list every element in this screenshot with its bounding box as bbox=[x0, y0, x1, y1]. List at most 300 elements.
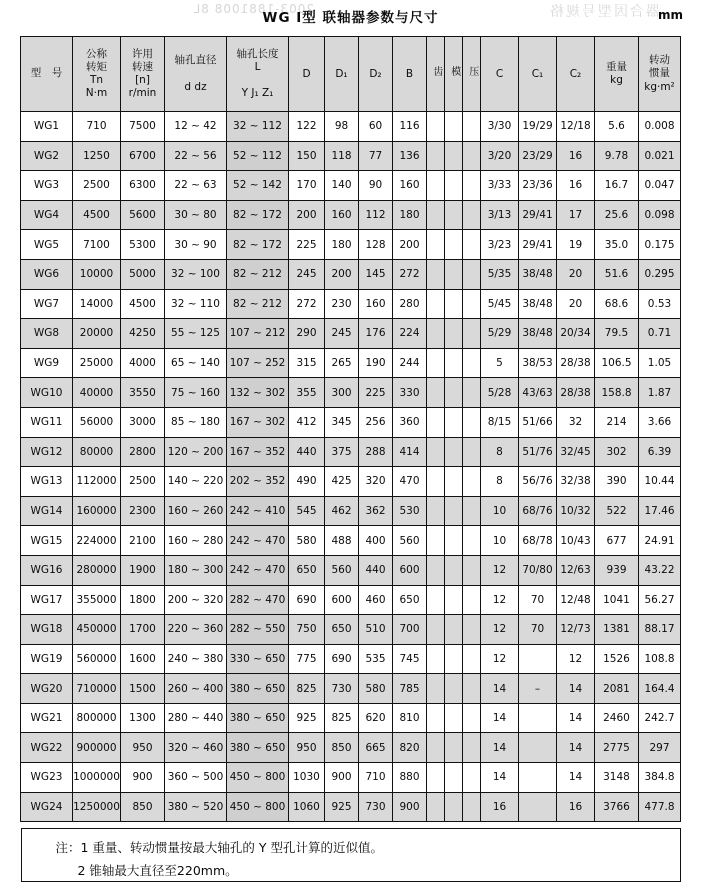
header-B: B bbox=[393, 37, 427, 112]
cell-blank: 2500 bbox=[73, 171, 121, 201]
cell-blank bbox=[445, 496, 463, 526]
header-bore-length: 轴孔长度 L Y J₁ Z₁ bbox=[227, 37, 289, 112]
cell-blank: 355000 bbox=[73, 585, 121, 615]
cell-D1: 425 bbox=[325, 467, 359, 497]
cell-weight: 522 bbox=[595, 496, 639, 526]
cell-blank bbox=[445, 703, 463, 733]
cell-D1: 118 bbox=[325, 141, 359, 171]
cell-B: 900 bbox=[393, 792, 427, 822]
cell-blank bbox=[445, 348, 463, 378]
cell-blank bbox=[427, 230, 445, 260]
cell-D1: 375 bbox=[325, 437, 359, 467]
cell-speed: 1500 bbox=[121, 674, 165, 704]
cell-blank bbox=[445, 112, 463, 142]
cell-D2: 460 bbox=[359, 585, 393, 615]
cell-bore-length: 167 ~ 352 bbox=[227, 437, 289, 467]
cell-C1: 51/66 bbox=[519, 407, 557, 437]
cell-bore-length: 202 ~ 352 bbox=[227, 467, 289, 497]
cell-B: 414 bbox=[393, 437, 427, 467]
cell-inertia: 242.7 bbox=[639, 703, 681, 733]
cell-blank: 280000 bbox=[73, 555, 121, 585]
cell-blank: 224000 bbox=[73, 526, 121, 556]
cell-D2: 225 bbox=[359, 378, 393, 408]
cell-C: 14 bbox=[481, 703, 519, 733]
cell-B: 116 bbox=[393, 112, 427, 142]
table-header bbox=[21, 37, 681, 112]
cell-C2: 16 bbox=[557, 171, 595, 201]
cell-inertia: 0.021 bbox=[639, 141, 681, 171]
cell-D2: 730 bbox=[359, 792, 393, 822]
ghost-bleed-text-left: 2003-1881008 8L bbox=[192, 2, 314, 16]
cell-C: 14 bbox=[481, 733, 519, 763]
cell-blank bbox=[445, 319, 463, 349]
cell-C2: 10/43 bbox=[557, 526, 595, 556]
ghost-bleed-text-center: 器合因型号规格 bbox=[548, 4, 660, 20]
table-row bbox=[21, 141, 681, 171]
cell-D2: 362 bbox=[359, 496, 393, 526]
cell-C2: 32/38 bbox=[557, 467, 595, 497]
cell-model: WG23 bbox=[21, 763, 73, 793]
cell-bore_dia: 55 ~ 125 bbox=[165, 319, 227, 349]
cell-model: WG5 bbox=[21, 230, 73, 260]
cell-B: 280 bbox=[393, 289, 427, 319]
cell-bore_dia: 22 ~ 56 bbox=[165, 141, 227, 171]
cell-speed: 5600 bbox=[121, 200, 165, 230]
cell-weight: 158.8 bbox=[595, 378, 639, 408]
cell-D: 825 bbox=[289, 674, 325, 704]
cell-bore-length: 32 ~ 112 bbox=[227, 112, 289, 142]
cell-D: 122 bbox=[289, 112, 325, 142]
cell-model: WG11 bbox=[21, 407, 73, 437]
table-row bbox=[21, 289, 681, 319]
cell-weight: 106.5 bbox=[595, 348, 639, 378]
cell-model: WG6 bbox=[21, 259, 73, 289]
cell-blank: 900000 bbox=[73, 733, 121, 763]
unit-label: mm bbox=[657, 8, 683, 22]
cell-C2: 17 bbox=[557, 200, 595, 230]
cell-D: 412 bbox=[289, 407, 325, 437]
cell-D2: 77 bbox=[359, 141, 393, 171]
cell-speed: 5300 bbox=[121, 230, 165, 260]
cell-blank: 40000 bbox=[73, 378, 121, 408]
notes-block bbox=[21, 828, 681, 882]
cell-blank: 450000 bbox=[73, 615, 121, 645]
table-row bbox=[21, 200, 681, 230]
cell-bore_dia: 360 ~ 500 bbox=[165, 763, 227, 793]
cell-blank: 10000 bbox=[73, 259, 121, 289]
cell-blank bbox=[427, 733, 445, 763]
cell-C2: 14 bbox=[557, 763, 595, 793]
cell-weight: 2775 bbox=[595, 733, 639, 763]
cell-C: 8/15 bbox=[481, 407, 519, 437]
cell-C: 14 bbox=[481, 763, 519, 793]
cell-weight: 35.0 bbox=[595, 230, 639, 260]
cell-B: 600 bbox=[393, 555, 427, 585]
table-row bbox=[21, 348, 681, 378]
cell-model: WG24 bbox=[21, 792, 73, 822]
cell-D: 490 bbox=[289, 467, 325, 497]
cell-C1 bbox=[519, 733, 557, 763]
cell-weight: 939 bbox=[595, 555, 639, 585]
cell-weight: 5.6 bbox=[595, 112, 639, 142]
cell-weight: 9.78 bbox=[595, 141, 639, 171]
cell-speed: 4000 bbox=[121, 348, 165, 378]
cell-weight: 677 bbox=[595, 526, 639, 556]
cell-C1 bbox=[519, 763, 557, 793]
cell-D1: 265 bbox=[325, 348, 359, 378]
cell-bore-length: 52 ~ 112 bbox=[227, 141, 289, 171]
cell-blank bbox=[463, 230, 481, 260]
cell-C: 5/35 bbox=[481, 259, 519, 289]
cell-D1: 180 bbox=[325, 230, 359, 260]
table-row bbox=[21, 437, 681, 467]
cell-blank bbox=[445, 378, 463, 408]
cell-inertia: 3.66 bbox=[639, 407, 681, 437]
cell-D: 950 bbox=[289, 733, 325, 763]
cell-blank: 25000 bbox=[73, 348, 121, 378]
cell-speed: 900 bbox=[121, 763, 165, 793]
cell-weight: 2081 bbox=[595, 674, 639, 704]
cell-blank bbox=[427, 141, 445, 171]
cell-model: WG10 bbox=[21, 378, 73, 408]
cell-speed: 3550 bbox=[121, 378, 165, 408]
cell-C1: 23/36 bbox=[519, 171, 557, 201]
cell-model: WG13 bbox=[21, 467, 73, 497]
cell-D2: 128 bbox=[359, 230, 393, 260]
cell-C2: 32/45 bbox=[557, 437, 595, 467]
cell-inertia: 17.46 bbox=[639, 496, 681, 526]
table-body bbox=[21, 112, 681, 822]
cell-blank bbox=[463, 792, 481, 822]
cell-B: 560 bbox=[393, 526, 427, 556]
cell-blank bbox=[463, 437, 481, 467]
cell-D1: 200 bbox=[325, 259, 359, 289]
cell-blank bbox=[427, 496, 445, 526]
cell-B: 136 bbox=[393, 141, 427, 171]
cell-blank: 20000 bbox=[73, 319, 121, 349]
cell-C: 5 bbox=[481, 348, 519, 378]
cell-bore_dia: 12 ~ 42 bbox=[165, 112, 227, 142]
cell-inertia: 477.8 bbox=[639, 792, 681, 822]
cell-speed: 1900 bbox=[121, 555, 165, 585]
cell-C2: 16 bbox=[557, 141, 595, 171]
cell-inertia: 108.8 bbox=[639, 644, 681, 674]
cell-B: 745 bbox=[393, 644, 427, 674]
cell-blank: 14000 bbox=[73, 289, 121, 319]
cell-C1: 38/53 bbox=[519, 348, 557, 378]
cell-D: 925 bbox=[289, 703, 325, 733]
cell-blank: 7100 bbox=[73, 230, 121, 260]
cell-D2: 160 bbox=[359, 289, 393, 319]
cell-model: WG9 bbox=[21, 348, 73, 378]
cell-bore-length: 380 ~ 650 bbox=[227, 703, 289, 733]
cell-blank: 1250000 bbox=[73, 792, 121, 822]
cell-C: 12 bbox=[481, 615, 519, 645]
cell-blank bbox=[427, 792, 445, 822]
cell-weight: 2460 bbox=[595, 703, 639, 733]
cell-weight: 1526 bbox=[595, 644, 639, 674]
cell-blank bbox=[463, 703, 481, 733]
header-bore-diameter: 轴孔直径 d dz bbox=[165, 37, 227, 112]
cell-speed: 850 bbox=[121, 792, 165, 822]
cell-model: WG16 bbox=[21, 555, 73, 585]
cell-D: 1060 bbox=[289, 792, 325, 822]
cell-B: 160 bbox=[393, 171, 427, 201]
cell-C: 3/33 bbox=[481, 171, 519, 201]
cell-speed: 2800 bbox=[121, 437, 165, 467]
cell-D1: 925 bbox=[325, 792, 359, 822]
cell-blank bbox=[445, 526, 463, 556]
cell-blank bbox=[427, 348, 445, 378]
cell-blank bbox=[463, 378, 481, 408]
cell-blank: 800000 bbox=[73, 703, 121, 733]
cell-model: WG17 bbox=[21, 585, 73, 615]
cell-C: 12 bbox=[481, 644, 519, 674]
cell-bore-length: 52 ~ 142 bbox=[227, 171, 289, 201]
cell-C: 8 bbox=[481, 467, 519, 497]
header-D1: D₁ bbox=[325, 37, 359, 112]
cell-D2: 440 bbox=[359, 555, 393, 585]
cell-speed: 1300 bbox=[121, 703, 165, 733]
cell-weight: 302 bbox=[595, 437, 639, 467]
cell-D: 200 bbox=[289, 200, 325, 230]
cell-blank bbox=[445, 585, 463, 615]
cell-blank bbox=[445, 141, 463, 171]
cell-B: 360 bbox=[393, 407, 427, 437]
header-model: 型 号 bbox=[21, 37, 73, 112]
header-inertia: 转动 惯量 kg·m² bbox=[639, 37, 681, 112]
cell-bore_dia: 160 ~ 280 bbox=[165, 526, 227, 556]
cell-weight: 390 bbox=[595, 467, 639, 497]
table-row bbox=[21, 763, 681, 793]
cell-D1: 690 bbox=[325, 644, 359, 674]
cell-bore_dia: 180 ~ 300 bbox=[165, 555, 227, 585]
cell-D2: 176 bbox=[359, 319, 393, 349]
cell-speed: 1700 bbox=[121, 615, 165, 645]
cell-blank bbox=[463, 763, 481, 793]
cell-blank bbox=[463, 289, 481, 319]
cell-blank bbox=[445, 763, 463, 793]
cell-inertia: 0.008 bbox=[639, 112, 681, 142]
cell-bore_dia: 65 ~ 140 bbox=[165, 348, 227, 378]
cell-blank bbox=[463, 555, 481, 585]
cell-D: 315 bbox=[289, 348, 325, 378]
cell-weight: 3766 bbox=[595, 792, 639, 822]
cell-weight: 1381 bbox=[595, 615, 639, 645]
cell-C: 5/45 bbox=[481, 289, 519, 319]
cell-bore-length: 107 ~ 252 bbox=[227, 348, 289, 378]
cell-C: 5/29 bbox=[481, 319, 519, 349]
cell-C2: 14 bbox=[557, 674, 595, 704]
cell-bore_dia: 200 ~ 320 bbox=[165, 585, 227, 615]
cell-bore-length: 282 ~ 550 bbox=[227, 615, 289, 645]
cell-blank bbox=[445, 407, 463, 437]
cell-blank bbox=[463, 112, 481, 142]
cell-D2: 620 bbox=[359, 703, 393, 733]
cell-D1: 462 bbox=[325, 496, 359, 526]
cell-blank bbox=[427, 615, 445, 645]
cell-model: WG1 bbox=[21, 112, 73, 142]
page-title: WG Ⅰ型 联轴器参数与尺寸 bbox=[262, 10, 439, 26]
cell-D2: 256 bbox=[359, 407, 393, 437]
cell-model: WG22 bbox=[21, 733, 73, 763]
cell-C: 16 bbox=[481, 792, 519, 822]
cell-blank bbox=[445, 230, 463, 260]
cell-D: 150 bbox=[289, 141, 325, 171]
header-C: C bbox=[481, 37, 519, 112]
header-module: 模 bbox=[445, 37, 463, 112]
cell-C: 14 bbox=[481, 674, 519, 704]
cell-blank bbox=[463, 733, 481, 763]
cell-bore-length: 242 ~ 470 bbox=[227, 555, 289, 585]
cell-blank bbox=[445, 467, 463, 497]
note-line-1: 注：1 重量、转动惯量按最大轴孔的 Y 型孔计算的近似值。 bbox=[55, 840, 384, 856]
cell-bore_dia: 75 ~ 160 bbox=[165, 378, 227, 408]
cell-model: WG7 bbox=[21, 289, 73, 319]
cell-blank bbox=[463, 348, 481, 378]
cell-blank bbox=[427, 200, 445, 230]
cell-bore-length: 380 ~ 650 bbox=[227, 733, 289, 763]
cell-C2: 28/38 bbox=[557, 378, 595, 408]
coupling-parameters-table bbox=[20, 36, 681, 822]
cell-D1: 230 bbox=[325, 289, 359, 319]
cell-inertia: 384.8 bbox=[639, 763, 681, 793]
cell-blank bbox=[445, 171, 463, 201]
cell-speed: 1600 bbox=[121, 644, 165, 674]
cell-bore_dia: 160 ~ 260 bbox=[165, 496, 227, 526]
cell-speed: 4250 bbox=[121, 319, 165, 349]
cell-blank bbox=[463, 526, 481, 556]
table-row bbox=[21, 230, 681, 260]
cell-D1: 488 bbox=[325, 526, 359, 556]
cell-bore_dia: 22 ~ 63 bbox=[165, 171, 227, 201]
cell-B: 180 bbox=[393, 200, 427, 230]
cell-D2: 90 bbox=[359, 171, 393, 201]
header-D2: D₂ bbox=[359, 37, 393, 112]
cell-speed: 6700 bbox=[121, 141, 165, 171]
cell-bore_dia: 320 ~ 460 bbox=[165, 733, 227, 763]
cell-D: 272 bbox=[289, 289, 325, 319]
cell-C: 12 bbox=[481, 585, 519, 615]
cell-D2: 665 bbox=[359, 733, 393, 763]
cell-D1: 900 bbox=[325, 763, 359, 793]
cell-B: 244 bbox=[393, 348, 427, 378]
cell-weight: 16.7 bbox=[595, 171, 639, 201]
cell-inertia: 6.39 bbox=[639, 437, 681, 467]
cell-blank bbox=[445, 437, 463, 467]
cell-D: 170 bbox=[289, 171, 325, 201]
cell-C1: – bbox=[519, 674, 557, 704]
cell-blank bbox=[463, 319, 481, 349]
cell-speed: 2500 bbox=[121, 467, 165, 497]
table-row bbox=[21, 555, 681, 585]
cell-inertia: 1.05 bbox=[639, 348, 681, 378]
cell-weight: 79.5 bbox=[595, 319, 639, 349]
cell-B: 272 bbox=[393, 259, 427, 289]
cell-blank: 4500 bbox=[73, 200, 121, 230]
cell-C1: 23/29 bbox=[519, 141, 557, 171]
cell-C2: 20 bbox=[557, 259, 595, 289]
cell-model: WG15 bbox=[21, 526, 73, 556]
cell-C: 5/28 bbox=[481, 378, 519, 408]
cell-bore_dia: 30 ~ 80 bbox=[165, 200, 227, 230]
cell-weight: 68.6 bbox=[595, 289, 639, 319]
cell-C1: 68/76 bbox=[519, 496, 557, 526]
cell-blank: 56000 bbox=[73, 407, 121, 437]
cell-blank bbox=[427, 703, 445, 733]
cell-D1: 650 bbox=[325, 615, 359, 645]
cell-C: 3/20 bbox=[481, 141, 519, 171]
table-row bbox=[21, 526, 681, 556]
cell-blank: 112000 bbox=[73, 467, 121, 497]
cell-D: 580 bbox=[289, 526, 325, 556]
cell-blank bbox=[463, 200, 481, 230]
cell-B: 880 bbox=[393, 763, 427, 793]
cell-model: WG12 bbox=[21, 437, 73, 467]
title-row bbox=[0, 0, 701, 30]
cell-blank bbox=[427, 585, 445, 615]
cell-D: 290 bbox=[289, 319, 325, 349]
table-row bbox=[21, 703, 681, 733]
cell-model: WG19 bbox=[21, 644, 73, 674]
cell-D1: 850 bbox=[325, 733, 359, 763]
cell-C2: 16 bbox=[557, 792, 595, 822]
cell-C1: 56/76 bbox=[519, 467, 557, 497]
cell-D2: 145 bbox=[359, 259, 393, 289]
cell-speed: 2100 bbox=[121, 526, 165, 556]
cell-D: 355 bbox=[289, 378, 325, 408]
cell-blank bbox=[445, 644, 463, 674]
cell-blank bbox=[463, 644, 481, 674]
cell-C1: 38/48 bbox=[519, 289, 557, 319]
cell-bore_dia: 30 ~ 90 bbox=[165, 230, 227, 260]
cell-bore_dia: 120 ~ 200 bbox=[165, 437, 227, 467]
cell-bore-length: 82 ~ 172 bbox=[227, 230, 289, 260]
cell-bore_dia: 32 ~ 110 bbox=[165, 289, 227, 319]
cell-B: 650 bbox=[393, 585, 427, 615]
cell-speed: 2300 bbox=[121, 496, 165, 526]
cell-bore-length: 242 ~ 470 bbox=[227, 526, 289, 556]
cell-model: WG2 bbox=[21, 141, 73, 171]
cell-inertia: 0.098 bbox=[639, 200, 681, 230]
cell-D2: 320 bbox=[359, 467, 393, 497]
cell-bore_dia: 140 ~ 220 bbox=[165, 467, 227, 497]
cell-D1: 98 bbox=[325, 112, 359, 142]
table-row bbox=[21, 496, 681, 526]
cell-inertia: 43.22 bbox=[639, 555, 681, 585]
cell-blank bbox=[427, 526, 445, 556]
cell-C2: 10/32 bbox=[557, 496, 595, 526]
cell-model: WG3 bbox=[21, 171, 73, 201]
table-row bbox=[21, 467, 681, 497]
cell-C1: 19/29 bbox=[519, 112, 557, 142]
cell-B: 810 bbox=[393, 703, 427, 733]
cell-inertia: 24.91 bbox=[639, 526, 681, 556]
cell-blank bbox=[463, 141, 481, 171]
cell-D: 245 bbox=[289, 259, 325, 289]
cell-B: 785 bbox=[393, 674, 427, 704]
cell-bore-length: 82 ~ 212 bbox=[227, 289, 289, 319]
cell-blank: 710000 bbox=[73, 674, 121, 704]
note-line-2: 2 锥轴最大直径至220mm。 bbox=[77, 862, 238, 878]
cell-D: 750 bbox=[289, 615, 325, 645]
cell-model: WG8 bbox=[21, 319, 73, 349]
cell-blank bbox=[427, 644, 445, 674]
cell-C2: 20 bbox=[557, 289, 595, 319]
table-row bbox=[21, 615, 681, 645]
cell-D2: 710 bbox=[359, 763, 393, 793]
table-row bbox=[21, 378, 681, 408]
